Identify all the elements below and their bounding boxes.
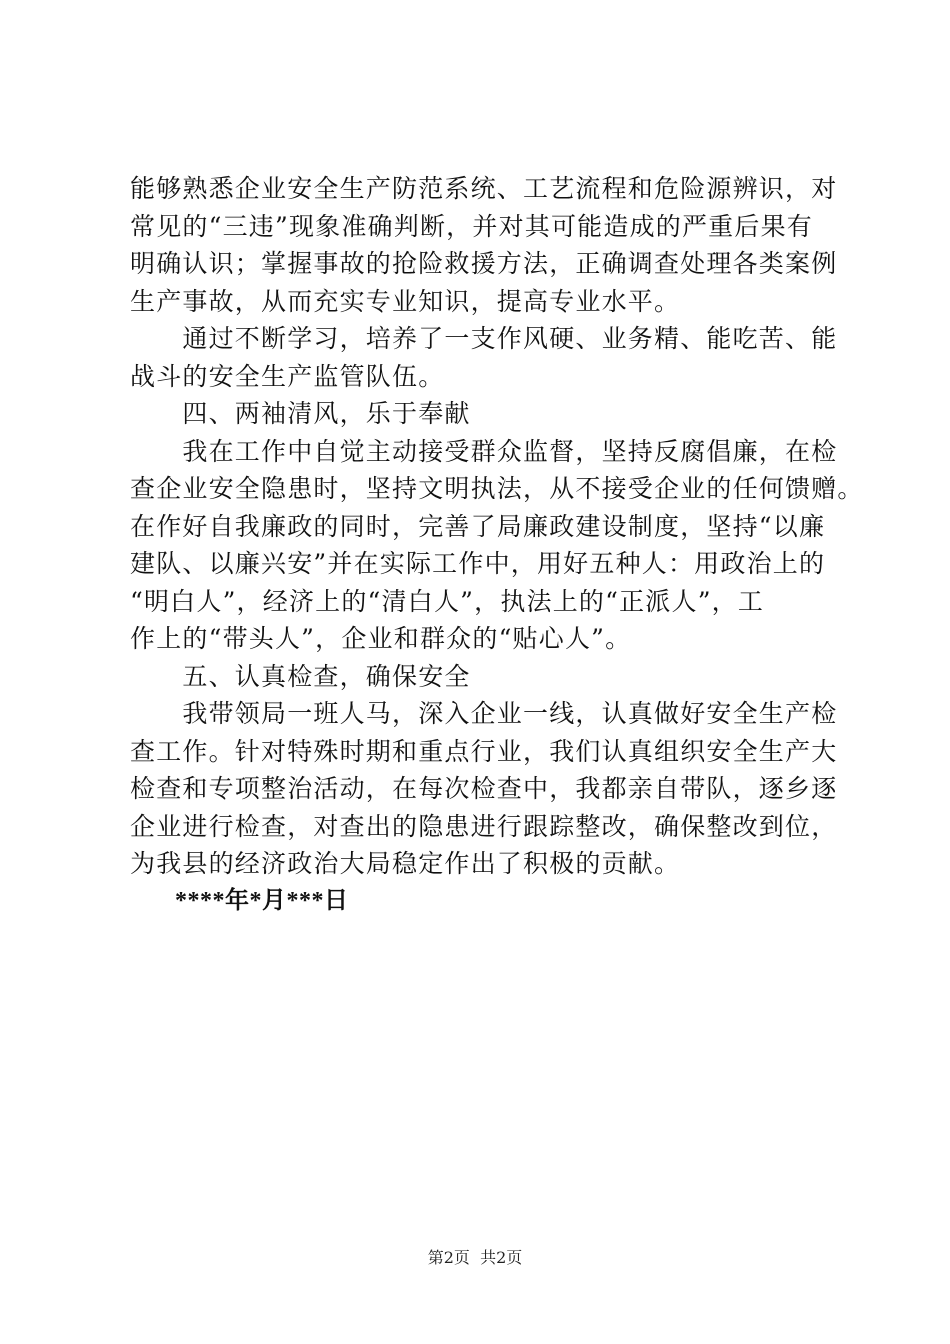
document-date: ****年*月***日 <box>175 887 349 914</box>
date-line <box>130 883 830 921</box>
body-line-15: 我带领局一班人马，深入企业一线，认真做好安全生产检 <box>130 699 838 728</box>
page-number: 第2页 共2页 <box>427 1248 523 1267</box>
page-footer <box>0 1245 950 1268</box>
section-heading-4: 四、两袖清风，乐于奉献 <box>130 399 471 428</box>
body-line-8: 我在工作中自觉主动接受群众监督，坚持反腐倡廉，在检 <box>130 436 838 466</box>
body-line-17: 检查和专项整治活动，在每次检查中，我都亲自带队，逐乡逐 <box>130 774 838 803</box>
body-line-13: 作上的“带头人”，企业和群众的“贴心人”。 <box>130 624 632 653</box>
body-line-2: 常见的“三违”现象准确判断，并对其可能造成的严重后果有 <box>130 211 813 241</box>
body-line-11: 建队、以廉兴安”并在实际工作中，用好五种人：用政治上的 <box>130 549 826 578</box>
body-line-9: 查企业安全隐患时，坚持文明执法，从不接受企业的任何馈赠。 <box>130 474 864 503</box>
body-line-3: 明确认识；掌握事故的抢险救援方法，正确调查处理各类案例 <box>130 249 838 278</box>
body-line-1: 能够熟悉企业安全生产防范系统、工艺流程和危险源辨识，对 <box>130 174 838 203</box>
body-line-5: 通过不断学习，培养了一支作风硬、业务精、能吃苦、能 <box>130 324 838 353</box>
body-line-10: 在作好自我廉政的同时，完善了局廉政建设制度，坚持“以廉 <box>130 511 826 541</box>
section-heading-5: 五、认真检查，确保安全 <box>130 661 471 691</box>
body-line-12: “明白人”，经济上的“清白人”，执法上的“正派人”，工 <box>130 586 765 616</box>
body-line-6: 战斗的安全生产监管队伍。 <box>130 361 445 391</box>
body-line-4: 生产事故，从而充实专业知识，提高专业水平。 <box>130 286 681 316</box>
body-line-18: 企业进行检查，对查出的隐患进行跟踪整改，确保整改到位， <box>130 811 838 841</box>
body-line-19: 为我县的经济政治大局稳定作出了积极的贡献。 <box>130 849 681 878</box>
document-body <box>130 170 864 920</box>
body-line-16: 查工作。针对特殊时期和重点行业，我们认真组织安全生产大 <box>130 736 838 766</box>
